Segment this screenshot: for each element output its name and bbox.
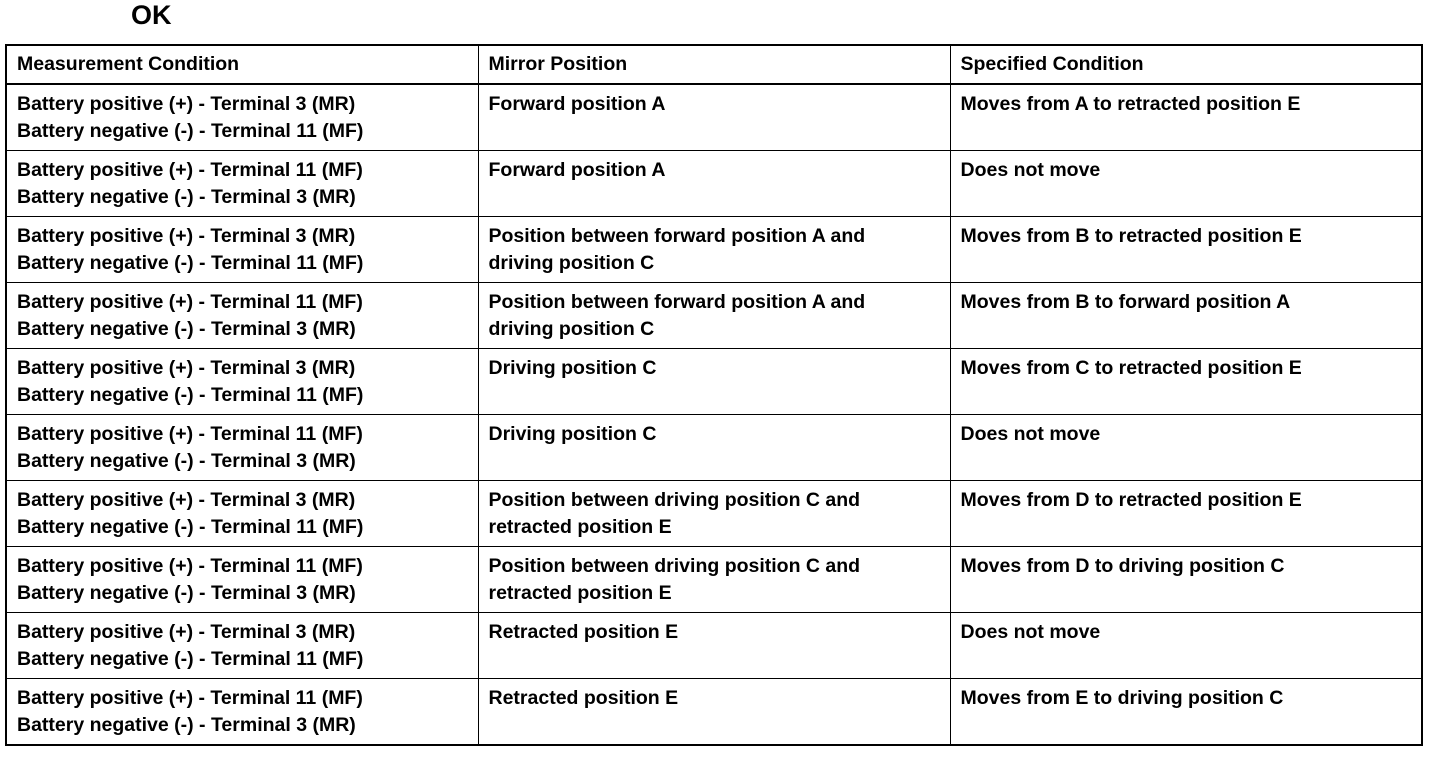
- cell-line: Battery positive (+) - Terminal 3 (MR): [17, 225, 356, 247]
- cell-line: Driving position C: [488, 357, 657, 379]
- specified-condition-cell: Moves from E to driving position C: [950, 679, 1422, 746]
- specified-condition-cell: Moves from D to retracted position E: [950, 481, 1422, 547]
- cell-line: Battery negative (-) - Terminal 3 (MR): [17, 714, 356, 736]
- cell-line: Battery positive (+) - Terminal 11 (MF): [17, 291, 363, 313]
- specified-condition-cell: Moves from D to driving position C: [950, 547, 1422, 613]
- mirror-position-cell: [478, 283, 950, 349]
- cell-line: Battery positive (+) - Terminal 11 (MF): [17, 423, 363, 445]
- specified-condition-cell: Does not move: [950, 151, 1422, 217]
- cell-line: Retracted position E: [488, 621, 679, 643]
- cell-line: Battery negative (-) - Terminal 11 (MF): [17, 516, 364, 538]
- measurement-condition-cell: [6, 547, 478, 613]
- cell-line: Battery negative (-) - Terminal 3 (MR): [17, 450, 356, 472]
- cell-line: Position between forward position A and: [488, 291, 866, 313]
- specified-condition-cell: Moves from C to retracted position E: [950, 349, 1422, 415]
- inspection-table: [5, 44, 1423, 746]
- cell-line: driving position C: [488, 252, 655, 274]
- cell-line: Position between forward position A and: [488, 225, 866, 247]
- cell-line: Position between driving position C and: [488, 555, 861, 577]
- mirror-position-cell: [478, 151, 950, 217]
- mirror-position-cell: [478, 547, 950, 613]
- cell-line: Battery negative (-) - Terminal 11 (MF): [17, 384, 364, 406]
- table-row: [6, 217, 1422, 283]
- table-row: [6, 84, 1422, 151]
- table-row: [6, 349, 1422, 415]
- measurement-condition-cell: [6, 415, 478, 481]
- cell-line: retracted position E: [488, 582, 672, 604]
- specified-condition-cell: Does not move: [950, 613, 1422, 679]
- table-row: [6, 283, 1422, 349]
- table-header-row: [6, 45, 1422, 84]
- measurement-condition-cell: [6, 679, 478, 746]
- specified-condition-cell: Moves from A to retracted position E: [950, 84, 1422, 151]
- cell-line: Battery positive (+) - Terminal 11 (MF): [17, 687, 363, 709]
- mirror-position-cell: [478, 217, 950, 283]
- measurement-condition-cell: [6, 349, 478, 415]
- mirror-position-cell: [478, 481, 950, 547]
- cell-line: Battery positive (+) - Terminal 11 (MF): [17, 159, 363, 181]
- specified-condition-cell: Moves from B to forward position A: [950, 283, 1422, 349]
- mirror-position-cell: [478, 613, 950, 679]
- ok-heading: OK: [131, 0, 172, 30]
- cell-line: Battery negative (-) - Terminal 11 (MF): [17, 252, 364, 274]
- cell-line: Forward position A: [488, 159, 666, 181]
- cell-line: Battery positive (+) - Terminal 3 (MR): [17, 621, 356, 643]
- table-row: [6, 481, 1422, 547]
- measurement-condition-cell: [6, 151, 478, 217]
- mirror-position-cell: [478, 679, 950, 746]
- cell-line: Battery negative (-) - Terminal 3 (MR): [17, 186, 356, 208]
- table-row: [6, 613, 1422, 679]
- mirror-position-cell: [478, 415, 950, 481]
- cell-line: Battery positive (+) - Terminal 11 (MF): [17, 555, 363, 577]
- specified-condition-cell: Moves from B to retracted position E: [950, 217, 1422, 283]
- measurement-condition-cell: [6, 217, 478, 283]
- cell-line: Battery negative (-) - Terminal 11 (MF): [17, 120, 364, 142]
- table-row: [6, 679, 1422, 746]
- cell-line: Battery negative (-) - Terminal 3 (MR): [17, 582, 356, 604]
- cell-line: Forward position A: [488, 93, 666, 115]
- cell-line: Battery positive (+) - Terminal 3 (MR): [17, 357, 356, 379]
- measurement-condition-cell: [6, 84, 478, 151]
- header-mirror-position: Mirror Position: [478, 45, 950, 84]
- cell-line: Battery negative (-) - Terminal 3 (MR): [17, 318, 356, 340]
- cell-line: Battery positive (+) - Terminal 3 (MR): [17, 93, 356, 115]
- mirror-position-cell: [478, 84, 950, 151]
- cell-line: Retracted position E: [488, 687, 679, 709]
- cell-line: Battery negative (-) - Terminal 11 (MF): [17, 648, 364, 670]
- header-measurement-condition: Measurement Condition: [6, 45, 478, 84]
- table-row: [6, 415, 1422, 481]
- cell-line: Driving position C: [488, 423, 657, 445]
- cell-line: driving position C: [488, 318, 655, 340]
- table-row: [6, 547, 1422, 613]
- table-row: [6, 151, 1422, 217]
- mirror-position-cell: [478, 349, 950, 415]
- cell-line: Position between driving position C and: [488, 489, 861, 511]
- measurement-condition-cell: [6, 283, 478, 349]
- measurement-condition-cell: [6, 481, 478, 547]
- cell-line: Battery positive (+) - Terminal 3 (MR): [17, 489, 356, 511]
- header-specified-condition: Specified Condition: [950, 45, 1422, 84]
- specified-condition-cell: Does not move: [950, 415, 1422, 481]
- cell-line: retracted position E: [488, 516, 672, 538]
- measurement-condition-cell: [6, 613, 478, 679]
